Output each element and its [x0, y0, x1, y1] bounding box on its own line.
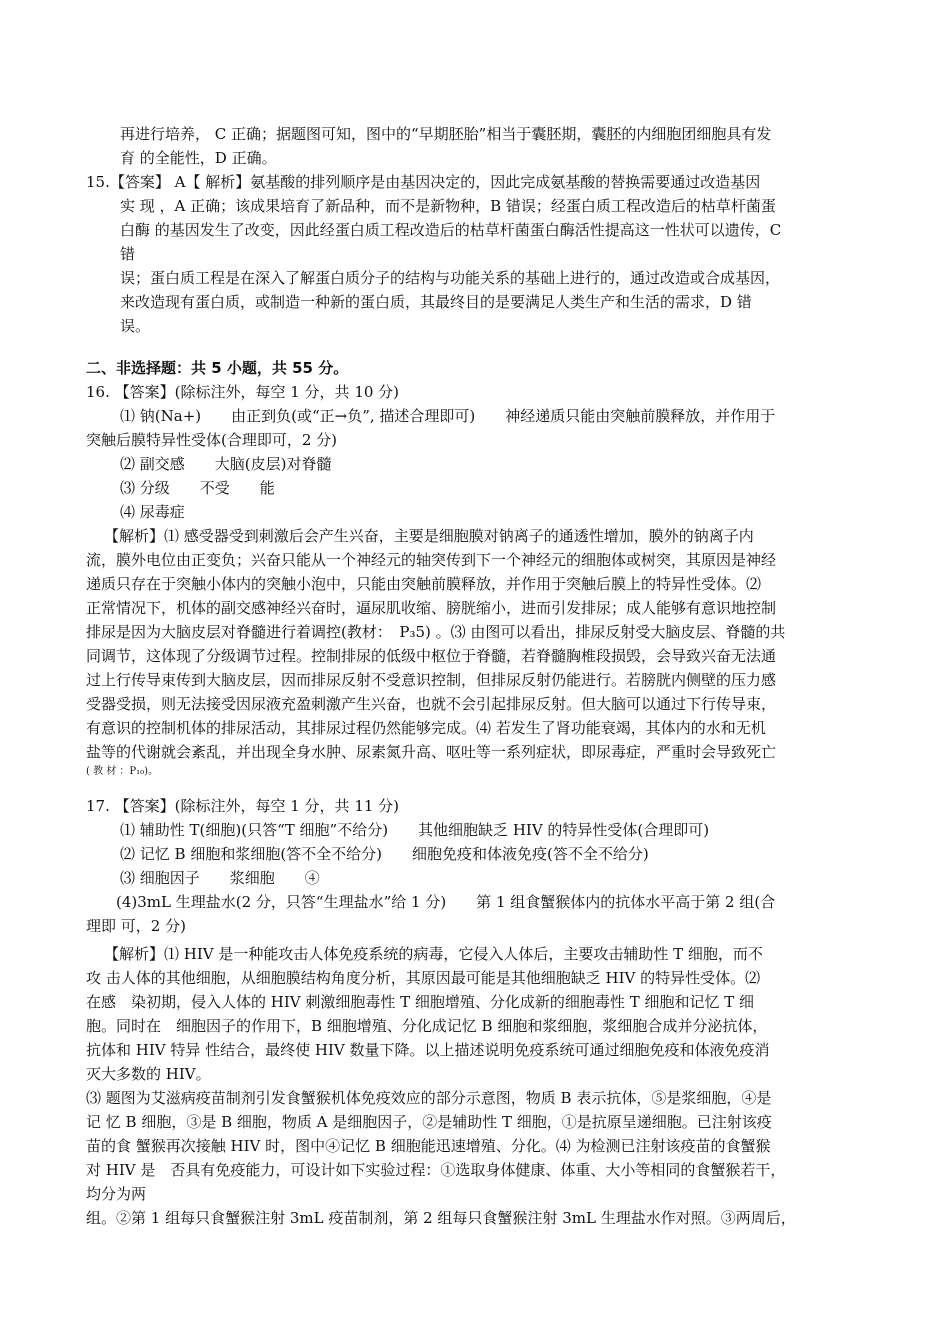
q16-heading: 16. 【答案】(除标注外，每空 1 分，共 10 分) — [86, 383, 400, 401]
q17-answer-4-cont: 理即 可，2 分) — [86, 917, 186, 935]
q16-analysis-line: 同调节，这体现了分级调节过程。控制排尿的低级中枢位于脊髓，若脊髓胸椎段损毁，会导致兴奋无法通 — [86, 647, 777, 665]
section-title: 二、非选择题：共 5 小题，共 55 分。 — [86, 359, 349, 377]
q17-answer-1: ⑴ 辅助性 T(细胞)(只答“T 细胞”不给分) 其他细胞缺乏 HIV 的特异性受体(合理即可) — [120, 821, 710, 839]
q15-heading: 15.【答案】 A【 解析】氨基酸的排列顺序是由基因决定的，因此完成氨基酸的替换需要通过改造基因 — [86, 173, 761, 191]
q17-analysis-line: 苗的食 蟹猴再次接触 HIV 时，图中④记忆 B 细胞能迅速增殖、分化。⑷ 为检测已注射该疫苗的食蟹猴 — [86, 1137, 771, 1155]
q17-analysis-line: 组。②第 1 组每只食蟹猴注射 3mL 疫苗制剂，第 2 组每只食蟹猴注射 3mL 生理盐水作对照。③两周后， — [86, 1209, 796, 1227]
q16-analysis-line: 正常情况下，机体的副交感神经兴奋时，逼尿肌收缩、膀胱缩小，进而引发排尿；成人能够有意识地控制 — [86, 599, 777, 617]
q15-line: 错 — [120, 245, 136, 263]
q15-line: 误。 — [120, 317, 151, 335]
q16-answer-1: ⑴ 钠(Na+) 由正到负(或“正→负”, 描述合理即可) 神经递质只能由突触前膜释放，并作用于 — [120, 407, 776, 425]
q16-analysis-line: 有意识的控制机体的排尿活动，其排尿过程仍然能够完成。⑷ 若发生了肾功能衰竭，其体内的水和无机 — [86, 719, 766, 737]
q17-answer-2: ⑵ 记忆 B 细胞和浆细胞(答不全不给分) 细胞免疫和体液免疫(答不全不给分) — [120, 845, 649, 863]
q15-line: 白酶 的基因发生了改变，因此经蛋白质工程改造后的枯草杆菌蛋白酶活性提高这一性状可以遗传，C — [120, 221, 782, 239]
q16-answer-1-cont: 突触后膜特异性受体(合理即可，2 分) — [86, 431, 338, 449]
q17-analysis-line: 抗体和 HIV 特异 性结合，最终使 HIV 数量下降。以上描述说明免疫系统可通过细胞免疫和体液免疫消 — [86, 1041, 770, 1059]
q16-answer-2: ⑵ 副交感 大脑(皮层)对脊髓 — [120, 455, 332, 473]
q17-analysis-line: 在感 染初期，侵入人体的 HIV 刺激细胞毒性 T 细胞增殖、分化成新的细胞毒性 T 细胞和记忆 T 细 — [86, 993, 755, 1011]
q15-line: 来改造现有蛋白质，或制造一种新的蛋白质，其最终目的是要满足人类生产和生活的需求，D 错 — [120, 293, 752, 311]
q17-analysis-line: 灭大多数的 HIV。 — [86, 1065, 211, 1083]
q16-analysis-line: 受器受损，则无法接受因尿液充盈刺激产生兴奋，也就不会引起排尿反射。但大脑可以通过下行传导束， — [86, 695, 777, 713]
q15-line: 实 现 ，A 正确；该成果培育了新品种，而不是新物种，B 错误；经蛋白质工程改造后的枯草杆菌蛋 — [120, 197, 776, 215]
q14-tail-line-2: 育 的全能性，D 正确。 — [120, 149, 277, 167]
q17-analysis-line: 胞。同时在 细胞因子的作用下，B 细胞增殖、分化成记忆 B 细胞和浆细胞，浆细胞合成并分泌抗体， — [86, 1017, 768, 1035]
q17-answer-3: ⑶ 细胞因子 浆细胞 ④ — [120, 869, 320, 887]
q17-analysis-line: 【解析】⑴ HIV 是一种能攻击人体免疫系统的病毒，它侵入人体后，主要攻击辅助性 T 细胞，而不 — [104, 945, 763, 963]
q16-analysis-line: 递质只存在于突触小体内的突触小泡中，只能由突触前膜释放，并作用于突触后膜上的特异性受体。⑵ — [86, 575, 762, 593]
q16-analysis-line: 过上行传导束传到大脑皮层，因而排尿反射不受意识控制，但排尿反射仍能进行。若膀胱内侧壁的压力感 — [86, 671, 777, 689]
q16-answer-3: ⑶ 分级 不受 能 — [120, 479, 275, 497]
q17-analysis-line: ⑶ 题图为艾滋病疫苗制剂引发食蟹猴机体免疫效应的部分示意图，物质 B 表示抗体，⑤是浆细胞，④是 — [86, 1089, 772, 1107]
q17-answer-4: (4)3mL 生理盐水(2 分，只答“生理盐水”给 1 分) 第 1 组食蟹猴体内的抗体水平高于第 2 组(合 — [116, 893, 776, 911]
q16-analysis-line: 盐等的代谢就会紊乱，并出现全身水肿、尿素氮升高、呕吐等一系列症状，即尿毒症，严重时会导致死亡 — [86, 743, 777, 761]
q16-textbook-citation: ( 教 材 ：P₁₀)。 — [86, 766, 159, 777]
q17-heading: 17. 【答案】(除标注外，每空 1 分，共 11 分) — [86, 797, 400, 815]
q17-analysis-line: 均分为两 — [86, 1185, 147, 1203]
q17-analysis-line: 攻 击人体的其他细胞，从细胞膜结构角度分析，其原因最可能是其他细胞缺乏 HIV 的特异性受体。⑵ — [86, 969, 761, 987]
q15-line: 误；蛋白质工程是在深入了解蛋白质分子的结构与功能关系的基础上进行的，通过改造或合成基因， — [120, 269, 781, 287]
q17-analysis-line: 记 忆 B 细胞，③是 B 细胞，物质 A 是细胞因子，②是辅助性 T 细胞，①是抗原呈递细胞。已注射该疫 — [86, 1113, 772, 1131]
q17-analysis-line: 对 HIV 是 否具有免疫能力，可设计如下实验过程：①选取身体健康、体重、大小等相同的食蟹猴若干， — [86, 1161, 786, 1179]
q16-analysis-line: 排尿是因为大脑皮层对脊髓进行着调控(教材： P₃5) 。⑶ 由图可以看出，排尿反射受大脑皮层、脊髓的共 — [86, 623, 786, 641]
answer-page — [86, 122, 866, 1230]
q16-answer-4: ⑷ 尿毒症 — [120, 503, 185, 521]
q16-analysis-line: 流，膜外电位由正变负；兴奋只能从一个神经元的轴突传到下一个神经元的细胞体或树突，其原因是神经 — [86, 551, 777, 569]
q16-analysis-line: 【解析】⑴ 感受器受到刺激后会产生兴奋，主要是细胞膜对钠离子的通透性增加，膜外的钠离子内 — [104, 527, 754, 545]
q14-tail-line-1: 再进行培养， C 正确；据题图可知，图中的“早期胚胎”相当于囊胚期，囊胚的内细胞团细胞具有发 — [120, 125, 772, 143]
